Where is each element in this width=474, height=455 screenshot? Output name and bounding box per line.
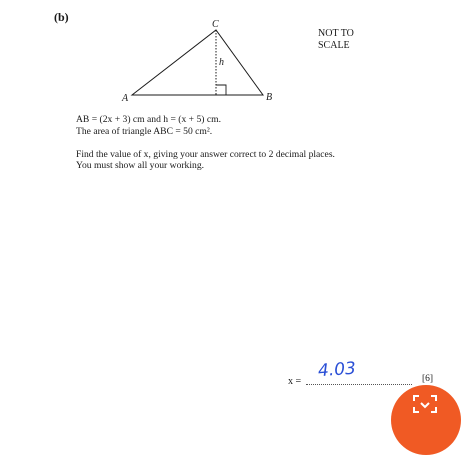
vertex-b-label: B (266, 92, 273, 103)
scan-button[interactable] (391, 385, 461, 455)
not-to-scale-note (318, 28, 354, 52)
right-angle-marker (216, 85, 226, 95)
question-line-2: The area of triangle ABC = 50 cm². (76, 126, 213, 137)
not-to-scale-line2: SCALE (318, 40, 350, 51)
vertex-a-label: A (122, 93, 129, 104)
scan-icon (413, 395, 437, 413)
part-label: (b) (54, 10, 69, 24)
vertex-c-label: C (212, 19, 219, 30)
not-to-scale-line1: NOT TO (318, 28, 354, 39)
marks-label: [6] (422, 374, 434, 384)
answer-line (306, 384, 412, 385)
height-label: h (219, 57, 224, 68)
answer-label: x = (288, 376, 302, 387)
question-line-4: You must show all your working. (76, 160, 205, 171)
triangle-abc (132, 30, 263, 95)
question-line-1: AB = (2x + 3) cm and h = (x + 5) cm. (76, 114, 222, 125)
answer-value: 4.03 (317, 358, 357, 382)
question-line-3: Find the value of x, giving your answer correct to 2 decimal places. (76, 149, 335, 160)
